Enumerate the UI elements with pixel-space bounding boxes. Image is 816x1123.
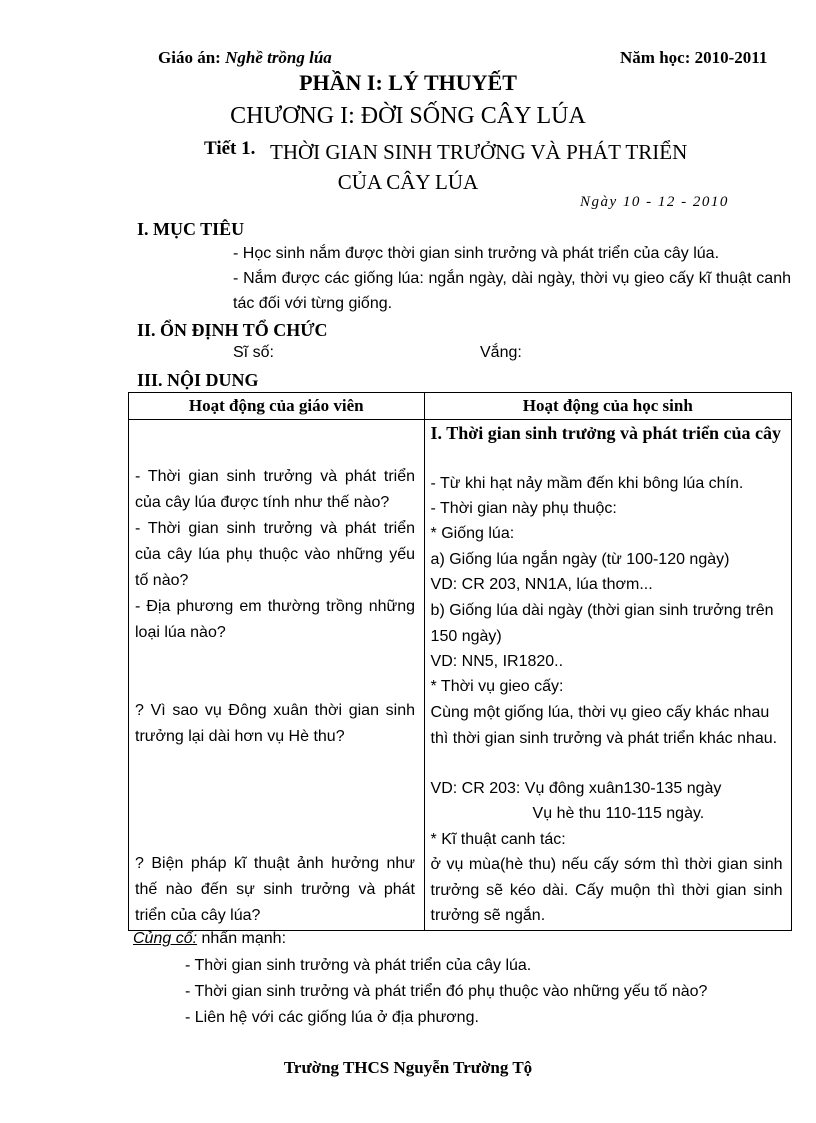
student-answer-2: - Thời gian này phụ thuộc: [430,500,617,517]
table-header-row [129,393,792,420]
part-title: PHẦN I: LÝ THUYẾT [299,70,517,95]
objectives-heading: I. MỤC TIÊU [137,219,245,239]
student-answer-9: Cùng một giống lúa, thời vụ gieo cấy khác nhau thì thời gian sinh trưởng và phát triển khác nhau. [430,704,778,747]
header-subject: Nghề trồng lúa [225,48,332,67]
objective-item-2: - Nắm được các giống lúa: ngắn ngày, dài ngày, thời vụ gieo cấy kĩ thuật canh tác đối với từng giống. [233,270,791,312]
chapter-title: CHƯƠNG I: ĐỜI SỐNG CÂY LÚA [230,103,586,129]
student-answer-7: VD: NN5, IR1820.. [430,653,564,670]
summary-intro [133,930,286,948]
teacher-question-5: ? Biện pháp kĩ thuật ảnh hưởng như thế nào đến sự sinh trưởng và phát triển của cây lúa? [135,855,415,924]
lesson-title-line2: CỦA CÂY LÚA [337,170,479,194]
student-answer-11: Vụ hè thu 110-115 ngày. [532,805,705,822]
student-answer-6: b) Giống lúa dài ngày (thời gian sinh trưởng trên 150 ngày) [430,602,774,645]
student-answer-12: * Kĩ thuật canh tác: [430,831,566,848]
teacher-question-3: - Địa phương em thường trồng những loại lúa nào? [135,598,415,641]
student-answer-8: * Thời vụ gieo cấy: [430,678,564,695]
summary-item-1: - Thời gian sinh trưởng và phát triển của cây lúa. [185,957,532,974]
objective-item-1: - Học sinh nắm được thời gian sinh trưởng và phát triển của cây lúa. [233,245,720,262]
vang-label: Vắng: [480,344,522,361]
si-so-label: Sĩ số: [233,344,274,361]
summary-label: Củng cố: [133,930,198,947]
student-answer-10: VD: CR 203: Vụ đông xuân130-135 ngày [430,780,722,797]
teacher-cell [129,420,425,931]
student-answer-5: VD: CR 203, NN1A, lúa thơm... [430,576,653,593]
student-answer-3: * Giống lúa: [430,525,515,542]
col-teacher-header: Hoạt động của giáo viên [129,393,425,420]
col-student-header: Hoạt động của học sinh [424,393,791,420]
header-label: Giáo án: [158,48,221,67]
header-left [158,48,332,68]
content-heading: III. NỘI DUNG [137,370,259,390]
teacher-question-4: ? Vì sao vụ Đông xuân thời gian sinh trưởng lại dài hơn vụ Hè thu? [135,702,415,745]
summary-item-2: - Thời gian sinh trưởng và phát triển đó phụ thuộc vào những yếu tố nào? [185,983,708,1000]
teacher-question-2: - Thời gian sinh trưởng và phát triển của cây lúa phụ thuộc vào những yếu tố nào? [135,520,415,589]
summary-intro-text: nhấn mạnh: [201,930,287,947]
activity-table [128,392,792,931]
student-answer-1: - Từ khi hạt nảy mầm đến khi bông lúa chín. [430,475,744,492]
student-section-heading: I. Thời gian sinh trưởng và phát triển của cây [430,423,782,443]
lesson-title-line1: THỜI GIAN SINH TRƯỞNG VÀ PHÁT TRIỂN [270,140,688,164]
summary-item-3: - Liên hệ với các giống lúa ở địa phương. [185,1009,479,1026]
student-cell [424,420,791,931]
student-answer-13: ở vụ mùa(hè thu) nếu cấy sớm thì thời gian sinh trưởng sẽ kéo dài. Cấy muộn thì thời gian sinh trưởng sẽ ngắn. [430,856,783,924]
table-body-row [129,420,792,931]
school-year: Năm học: 2010-2011 [620,48,768,67]
teacher-question-1: - Thời gian sinh trưởng và phát triển của cây lúa được tính như thế nào? [135,468,415,511]
student-answer-4: a) Giống lúa ngắn ngày (từ 100-120 ngày) [430,551,730,568]
lesson-date: Ngày 10 - 12 - 2010 [580,194,729,210]
organization-heading: II. ỔN ĐỊNH TỔ CHỨC [137,320,328,340]
lesson-number: Tiết 1. [204,138,256,159]
school-footer: Trường THCS Nguyễn Trường Tộ [283,1058,533,1077]
